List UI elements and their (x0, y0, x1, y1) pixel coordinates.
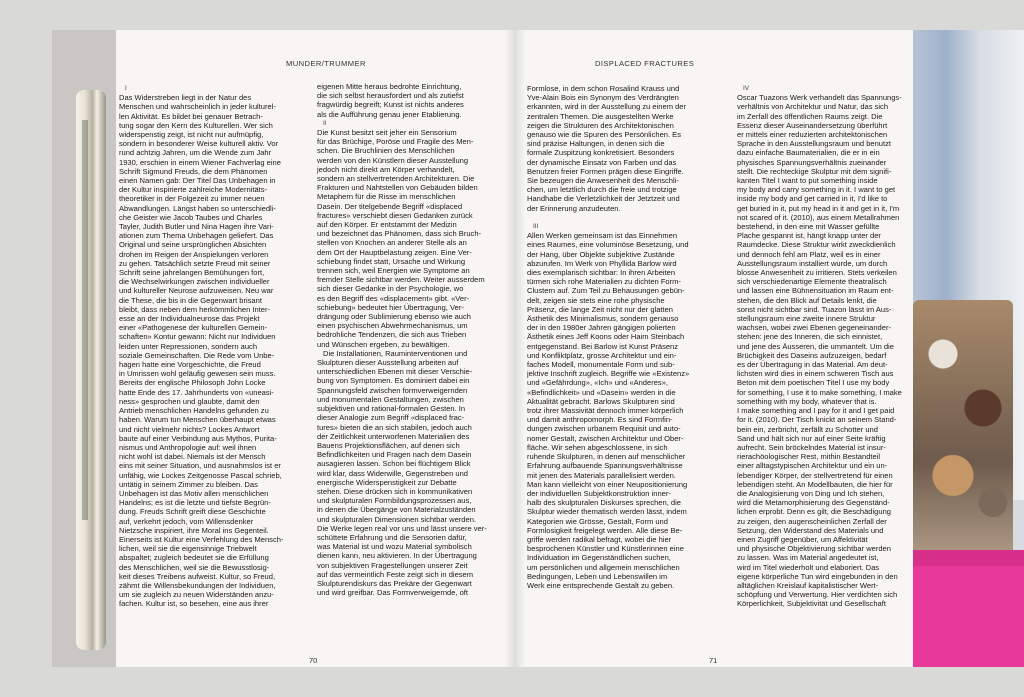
text-line: zentralen Themen. Die ausgestellten Werke (527, 111, 674, 121)
text-line: Handelns; es ist die letzte und tiefste Begrün- (119, 498, 271, 508)
text-line: griffe werden radikal befragt, wobei die hier (527, 534, 672, 544)
text-line: genauso wie die Spuren des Persönlichen. Es (527, 130, 681, 140)
text-line: sind präzise Haltungen, in denen sich die (527, 139, 665, 149)
text-line: was Material ist und wozu Material symbolisch (317, 542, 472, 552)
text-line: in denen die Übergänge von Materialzuständen (317, 505, 476, 515)
text-line: rund achtzig Jahren, um die Wende zum Jahr (119, 148, 272, 158)
text-line: des Menschlichen, weil sie die Bewusstlosig- (119, 562, 270, 572)
text-line: Sand und hält sich nur auf einer Seite kräftig (737, 433, 886, 443)
text-line: dazu einfache Baumaterialien, die er in ein (737, 148, 880, 158)
text-line: abspaltet; zugleich bedeutet sie die Erfüllung (119, 553, 269, 563)
text-line: und physische Objektivierung sichtbar werden (737, 544, 891, 554)
text-line: ationen zum Thema Unbehagen geliefert. Das (119, 231, 274, 241)
text-line: einer alltagstypischen Architektur und ein un- (737, 461, 888, 471)
text-line: verhältnis von Architektur und Natur, das sich (737, 102, 889, 112)
text-line: fragwürdig begreift; Kunst ist nichts anderes (317, 100, 464, 110)
text-line: im Zerfall des öffentlichen Raums zeigt. Die (737, 111, 883, 121)
text-line: und lassen eine Bühnensituation im Raum ent- (737, 286, 894, 296)
text-line: dies exemplarisch sichtbar: In ihren Arbeiten (527, 268, 676, 278)
text-line: I make something and I pay for it and I get paid (737, 406, 895, 416)
text-line: Metaphern für die Risse im menschlichen (317, 192, 456, 202)
text-line: in Umrissen wohl geläufig gewesen sein muss. (119, 369, 276, 379)
text-line: baute auf einer Verbindung aus Mythos, Purita- (119, 433, 277, 443)
text-line: Original und seine ursprünglichen Absichten (119, 240, 267, 250)
text-line: formale Zuspitzung konkretisiert. Besonders (527, 148, 675, 158)
text-line: Skulpturendiskurs das Prekäre der Gegenwart (317, 578, 472, 588)
text-line: Bauens Projektionsflächen, auf denen sich (317, 440, 460, 450)
text-line: wird die Metamorphisierung des Gegenständ- (737, 498, 890, 508)
text-line: der Erinnerung anzudeuten. (527, 203, 621, 213)
text-line: und wird greifbar. Das Formverweigernde, oft (317, 588, 469, 598)
text-line: auf das vermeintlich Feste zeigt sich in diesem (317, 569, 474, 579)
section-numeral: III (533, 223, 539, 231)
text-line: jedoch nicht direkt am Körper verhandelt, (317, 164, 455, 174)
text-line: Dasein. Der titelgebende Begriff «displaced (317, 201, 463, 211)
left-page (116, 30, 515, 667)
text-line: und Wünschen ergeben, zu bewältigen. (317, 339, 450, 349)
text-line: Körperlichkeit, Subjektivität und Gesellschaft (737, 599, 886, 609)
text-line: stellungsraum eine zweite innere Struktur (737, 314, 876, 324)
text-line: er mittels einer reduzierten architektonischen (737, 130, 888, 139)
text-line: und bezeichnet das Phänomen, dass sich Bruch- (317, 229, 482, 239)
right-page (515, 30, 913, 667)
text-line: blosse Anwesenheit zu irritieren. Stets verkeilen (737, 268, 897, 278)
text-line: Sprache in den Ausstellungsraum und benutzt (737, 139, 891, 149)
text-line: delt, zeigen sie stets eine rohe physische (527, 295, 665, 305)
text-line: Handhabe die Verletzlichkeit der Jetztzeit und (527, 194, 680, 204)
text-line: Raumdecke. Diese Struktur wirkt zweckdienlich (737, 240, 896, 250)
text-line: hagen hatte eine Vorgeschichte, die Freud (119, 360, 261, 370)
text-line: theoretiker in der Folgezeit zu immer neuen (119, 194, 265, 204)
text-line: nomer Gestalt, zwischen Architektur und Ober- (527, 433, 684, 443)
text-line: trotz ihrer Massivität dennoch immer körperlich (527, 406, 684, 416)
text-line: fractures» verschiebt diesen Gedanken zurück (317, 210, 473, 220)
text-line: auf, verkehrt jedoch, vom Willensdenker (119, 516, 254, 526)
text-line: bedrohliche Tendenzen, die sich aus Trieben (317, 330, 467, 340)
text-line: um sie zugleich zu neuen Widerständen anzu- (119, 590, 274, 600)
text-line: not scared of it. (2010), aus einem Metallrahmen (737, 212, 900, 222)
text-line: Menschen und wahrscheinlich in jeder kulturel- (119, 102, 276, 112)
section-numeral: I (125, 85, 127, 92)
text-line: schüttete Erfahrung und die Sensorien dafür, (317, 532, 467, 542)
text-line: halb des skulpturalen Diskurses sprechen, die (527, 498, 681, 508)
text-line: einer «Pathogenese der kulturellen Gemein- (119, 323, 268, 333)
text-line: stehen. Diese drücken sich in kommunikativen (317, 486, 473, 496)
text-line: Skulptur wieder thematisch werden lässt, indem (527, 507, 687, 517)
text-line: werden von den Künstlern dieser Ausstellung (317, 155, 469, 165)
text-line: entgegenstand. Bei Barlow ist Kunst Präsenz (527, 341, 679, 351)
text-line: my body and carry something in it. I want to get (737, 185, 896, 195)
text-line: bein ein, zerbricht, zerfällt zu Schotter und (737, 424, 878, 434)
text-line: die Analogisierung von Ding und Ich stehen, (737, 488, 885, 498)
text-line: fremder Stelle sichtbar werden. Weiter ausserdem (317, 275, 485, 285)
text-line: Setzung, den Widerstand des Materials und (737, 525, 884, 535)
text-line: und skulpturalen Dimensionen sichtbar werden. (317, 514, 476, 524)
text-line: stellt. Die rechteckige Skulptur mit dem signifi- (737, 166, 892, 176)
text-line: schiebung findet statt, Ursache und Wirkung (317, 256, 466, 266)
text-line: schaften» Kontur gewann: Nicht nur Individuen (119, 332, 276, 342)
text-line: lebendiger Körper, der stellvertretend für einen (737, 470, 893, 480)
text-line: Yve-Alain Bois ein Synonym des Verdrängten (527, 93, 679, 103)
text-line: nicht wohl ist dabei. Niemals ist der Mensch (119, 452, 266, 462)
text-line: und «Gefährdung», «Ich» und «Anderes», (527, 378, 668, 388)
text-line: Nietzsche inspiriert, ihre Moral ins Gegenteil. (119, 525, 269, 535)
text-line: einen Namen gab: Der Titel Das Unbehagen in (119, 176, 276, 186)
text-line: die sich selbst herausfordert und als zutiefst (317, 91, 464, 101)
text-line: unterschiedlichen Ebenen mit dieser Verschie- (317, 367, 473, 377)
text-line: tures» bieten die an sich stabilen, jedoch auch (317, 422, 472, 432)
text-line: Clustern auf. Zum Teil zu Behausungen gebün- (527, 286, 685, 296)
text-line: und skulpturalen Formbildungsprozessen aus, (317, 496, 472, 506)
text-line: Individuation im Gegenständlichen suchen, (527, 553, 671, 563)
text-line: 1930, erschien in einem Wiener Fachverlag eine (119, 157, 281, 167)
text-line: inside my body and get carried in it, I'd like to (737, 194, 888, 204)
text-line: ruhende Skulpturen, in denen auf menschlicher (527, 452, 686, 462)
text-line: Sie bezeugen die Anwesenheit des Menschli- (527, 176, 679, 186)
text-line: sich dieser Gedanke in der Psychologie, wo (317, 284, 464, 294)
text-line: dienen kann, neu aktivieren. In der Übertragung (317, 551, 477, 561)
text-line: trennen sich, weil Energien wie Symptome an (317, 266, 470, 276)
text-line: zeigen die Strukturen des Architektonischen (527, 120, 674, 130)
text-line: aufrecht. Sein bröckelndes Material ist insur- (737, 442, 886, 452)
text-line: esse an der Individualneurose das Projekt (119, 314, 260, 324)
text-line: die These, die bis in die Gegenwart brisant (119, 295, 262, 305)
text-line: Allen Werken gemeinsam ist das Einnehmen (527, 231, 678, 241)
text-line: es der Übertragung in das Material. Am deut- (737, 360, 888, 370)
text-line: Aktualität gebracht. Barlows Skulpturen sind (527, 396, 675, 406)
crumpled-sculpture (76, 90, 106, 650)
text-line: stehen: jene des Inneren, die sich einnistet, (737, 332, 883, 342)
text-line: es den Begriff des «displacement» gibt. «Ver- (317, 293, 470, 303)
text-line: nismus und Anthropologie auf: weil ihnen (119, 442, 257, 452)
text-line: alltäglichen Kreislauf kapitalistischer Wert- (737, 580, 879, 590)
text-line: Beton mit dem poetischen Titel I use my body (737, 378, 890, 388)
text-line: der Kultur inspirierte zahlreiche Modernitäts- (119, 185, 268, 195)
text-line: for something, I use it to make something, I make (737, 387, 902, 397)
text-line: für das Brüchige, Poröse und Fragile des Men- (317, 137, 474, 147)
text-line: und kultureller Neurose aufzuweisen. Neu war (119, 286, 274, 296)
text-line: der in den 1980er Jahren gängigen polierten (527, 323, 676, 333)
text-line: Abwandlungen. Längst haben so unterschiedli- (119, 203, 276, 213)
text-line: Tayler, Judith Butler und Nina Hagen ihre Vari- (119, 222, 274, 232)
text-line: erkannten, wird in der Ausstellung zu einem der (527, 102, 686, 112)
page-number-right: 71 (709, 656, 718, 665)
text-line: wird im Titel wiederholt und elaboriert. Das (737, 562, 880, 572)
text-line: Die Installationen, Rauminterventionen und (323, 348, 468, 358)
left-edge-photo (52, 30, 116, 667)
text-line: leiden unter Repressionen, sondern auch (119, 341, 258, 351)
text-line: stehen, die den Blick auf Details lenkt, die (737, 295, 877, 305)
text-line: Brüchigkeit des Daseins aufzuzeigen, bedarf (737, 350, 887, 360)
text-line: len Aktivität. Es bildet bei genauer Betrach- (119, 111, 263, 121)
text-line: Werk eine entsprechende Gestalt zu geben. (527, 580, 675, 590)
text-line: der Hang, über Objekte subjektive Zustände (527, 249, 675, 259)
text-line: Ästhetik des Minimalismus, sondern genauso (527, 314, 679, 324)
text-line: sondern in besonderer Weise kulturell aktiv. Vor (119, 139, 279, 149)
text-line: eigenen Mitte heraus bedrohte Einrichtung, (317, 82, 462, 91)
text-line: for it. (2010). Der Tisch knickt an seinem Stand- (737, 415, 897, 425)
text-line: türmen sich rohe Materialien zu dichten Form- (527, 277, 681, 287)
text-line: und Konfliktplatz, grosse Architektur und ein- (527, 350, 677, 360)
text-line: soziale Gemeinschaften. Die Rede vom Unbe- (119, 350, 275, 360)
text-line: widerspenstig zeigt, ist nicht nur aufmüpfig, (119, 130, 264, 139)
text-line: keit dieses Treibens aufweist. Kultur, so Freud, (119, 571, 276, 581)
text-line: dung. Freuds Schrift greift diese Geschichte (119, 507, 266, 517)
text-line: schöpfung und Verwertung. Hier verdichten sich (737, 590, 898, 600)
running-head-left: MUNDER/TRUMMER (286, 59, 366, 68)
text-line: bung von Symptomen. Es dominiert dabei ein (317, 376, 470, 386)
section-numeral (527, 213, 673, 222)
text-line: Bedingungen, Leben und Lebenswillen im (527, 571, 668, 581)
text-line: Essenz dieser Auseinandersetzung überführt (737, 120, 888, 130)
text-line: mit jenen des Materials parallelisiert werden. (527, 470, 676, 480)
text-line: jektive Inschrift zugleich. Begriffe wie «Existenz» (527, 369, 690, 379)
text-line: drängung oder Sublimierung ebenso wie auch (317, 312, 471, 322)
text-line: Erfahrung aufbauende Spannungsverhältnisse (527, 461, 683, 471)
text-line: Spannungsfeld zwischen formverweigernden (317, 385, 468, 395)
text-line: chen, um letztlich durch die freie und trotzige (527, 185, 677, 195)
text-line: der dynamische Einsatz von Farben und das (527, 157, 677, 167)
text-line: Die Kunst besitzt seit jeher ein Sensorium (317, 128, 457, 137)
text-line: zähmt die Willensbekundungen der Individuen, (119, 580, 276, 590)
text-line: «Befindlichkeit» und «Dasein» werden in die (527, 387, 676, 397)
text-line: Das Widerstreben liegt in der Natur des (119, 93, 252, 103)
text-line: als die Aufführung genau jener Etablierung. (317, 109, 462, 119)
right-edge-photo (913, 30, 1024, 667)
text-column-4 (737, 84, 902, 609)
text-line: Formlosigkeit freigelegt werden. Alle diese Be- (527, 525, 683, 535)
text-line: von subjektiven Fragestellungen unserer Zeit (317, 560, 468, 570)
text-line: zu lassen. Was im Material angedeutet ist, (737, 553, 879, 563)
text-line: Kategorien wie Grösse, Gestalt, Form und (527, 516, 668, 526)
text-line: der individuellen Subjektkonstruktion inner- (527, 488, 671, 498)
text-line: get buried in it, put my head in it and get in it, I'm (737, 203, 900, 213)
text-line: der Zeitlichkeit unterworfenen Materialien des (317, 431, 470, 441)
text-line: um persönlichen und allgemein menschlichen (527, 562, 680, 572)
text-line: auf den Körper. Er entstammt der Medizin (317, 220, 457, 230)
text-line: und monumentalen Gestaltungen, zwischen (317, 394, 464, 404)
text-line: lichen, weil sie die eigensinnige Triebwelt (119, 544, 257, 554)
text-line: dieser Analogie zum Begriff «displaced frac- (317, 413, 465, 423)
text-line: Man kann vielleicht von einer Neupositionierung (527, 479, 688, 489)
section-numeral: IV (743, 85, 750, 92)
text-line: physisches Spannungsverhältnis zueinander (737, 157, 887, 167)
text-line: dem Ort der Hauptbelastung zeigen. Eine Ver- (317, 247, 472, 257)
text-line: Formlose, in dem schon Rosalind Krauss und (527, 84, 680, 93)
text-line: lichsten wird dies in einem schweren Tisch aus (737, 369, 894, 379)
text-line: sich verschiedenartige Elemente theatralisch (737, 277, 887, 287)
text-line: ness» gesprochen und glaubte, damit den (119, 396, 260, 406)
text-line: fläche. Wir sehen abgeschlossene, in sich (527, 442, 668, 452)
text-line: unfähig, wie Lockes Zeitgenosse Pascal schrieb, (119, 470, 282, 480)
text-line: Präsenz, die lange Zeit nicht nur der glatten (527, 304, 673, 314)
pink-plinth (913, 550, 1024, 667)
text-line: und jene des Äusseren, die ummantelt. Um die (737, 341, 894, 351)
text-line: und damit anthropomorph. Es sind Formfin- (527, 415, 673, 425)
text-line: wird klar, dass Widerwille, Gegenstreben und (317, 468, 469, 478)
text-line: schiebung» bedeutet hier Übertragung, Ver- (317, 302, 464, 312)
text-line: Schrift seine jahrelangen Bemühungen fort, (119, 268, 265, 278)
text-line: Unbehagen ist das Motiv allen menschlichen (119, 488, 269, 498)
text-line: Die Werke legen real vor uns und lässt unsere ver- (317, 523, 487, 533)
book-gutter (505, 30, 525, 667)
text-line: Befindlichkeiten und Fragen nach dem Dasein (317, 450, 472, 460)
text-line: zu zeigen, den augenscheinlichen Zerfall der (737, 516, 887, 526)
text-line: fachen. Kultur ist, so besehen, eine aus ihrer (119, 599, 269, 609)
text-line: Oscar Tuazons Werk verhandelt das Spannungs- (737, 93, 902, 103)
rubble-sculpture (913, 300, 1013, 570)
text-line: Frakturen und Nahtstellen von Gebäuden bilden (317, 183, 478, 193)
text-line: sondern an stellvertretenden Architekturen. Die (317, 174, 475, 184)
text-line: die Wechselwirkungen zwischen individueller (119, 277, 270, 287)
text-line: Bereits der englische Philosoph John Locke (119, 378, 266, 388)
text-line: bestehend, in den eine mit Wasser gefüllte (737, 222, 880, 232)
text-line: und dennoch fehl am Platz, weil es in einer (737, 249, 881, 259)
text-line: haben. Warum tun Menschen überhaupt etwas (119, 415, 276, 425)
text-column-2 (317, 82, 487, 598)
text-line: drohen im Reigen der Anspielungen verloren (119, 249, 269, 259)
text-line: untätig in seinem Zimmer zu bleiben. Das (119, 479, 258, 489)
text-line: subjektiven und rational-formalen Gesten. In (317, 404, 466, 414)
text-column-1 (119, 84, 284, 609)
text-line: und nicht vielmehr nichts? Lockes Antwort (119, 424, 260, 434)
text-line: stellen von Knochen an anderer Stelle als an (317, 238, 467, 248)
text-line: wachsen, wobei zwei Ebenen gegeneinander- (737, 323, 891, 333)
text-line: lichen erprobt. Denn es gilt, die Beschädigung (737, 507, 891, 517)
text-line: bleibt, dass neben dem herkömmlichen Inter- (119, 304, 271, 314)
text-line: something with my body, whatever that is. (737, 396, 877, 406)
text-line: besprochenen Künstler und Künstlerinnen eine (527, 544, 684, 554)
text-line: ausagieren lassen. Schon bei flüchtigem Blick (317, 459, 471, 469)
text-line: Ausstellungsraum installiert wurde, um durch (737, 258, 888, 268)
text-line: schen. Die Bruchlinien des Menschlichen (317, 146, 455, 156)
section-numeral: II (323, 119, 327, 127)
text-line: Schrift Sigmund Freuds, die dem Phänomen (119, 166, 268, 176)
text-line: che Geister wie Jacob Taubes und Charles (119, 212, 263, 222)
text-line: Plache gespannt ist, hängt knapp unter der (737, 231, 881, 241)
page-number-left: 70 (309, 656, 318, 665)
text-line: abzurufen. Im Werk von Phyllida Barlow wird (527, 258, 677, 268)
text-line: einen psychischen Abwehrmechanismus, um (317, 321, 468, 331)
text-line: Einerseits ist Kultur eine Verfehlung des Mensch- (119, 534, 284, 544)
text-line: Antrieb menschlichen Handelns gefunden zu (119, 406, 269, 416)
text-line: eins mit seiner Situation, und ausnahmslos ist er (119, 461, 281, 471)
text-line: sonst nicht sichtbar sind. Tuazon lässt im Aus- (737, 304, 892, 314)
text-line: zu gehen. Tatsächlich setzte Freud mit seiner (119, 258, 271, 268)
text-line: faches Modell, monumentale Form und sub- (527, 360, 675, 370)
text-line: eigene körperliche Tun wird eingebunden in den (737, 571, 898, 581)
text-line: rierachöologischer Rest, mithin Bestandteil (737, 452, 881, 462)
text-line: Ästhetik eines Jeff Koons oder Haim Steinbach (527, 332, 685, 342)
text-line: hatte Ende des 17. Jahrhunderts von «uneasi- (119, 387, 274, 397)
text-line: energische Widerspenstigkeit zur Debatte (317, 477, 457, 487)
text-line: Benutzen freier Formen prägen diese Eingriffe. (527, 166, 684, 176)
text-line: tung sogar den Kern des Kulturellen. Wer sich (119, 120, 273, 130)
text-line: dungen zwischen urbanem Requisit und auto- (527, 424, 681, 434)
text-line: kanten Titel I want to put something inside (737, 176, 878, 186)
text-line: einen Zugriff gegenüber, um Affektivität (737, 534, 868, 544)
text-line: eines Raumes, eine voluminöse Besetzung, und (527, 240, 689, 250)
text-column-3 (527, 84, 690, 590)
text-line: lebendigen steht. An Modellbauten, die hier für (737, 479, 893, 489)
running-head-right: DISPLACED FRACTURES (595, 59, 695, 68)
text-line: Skulpturen dieser Ausstellung arbeiten auf (317, 358, 459, 368)
